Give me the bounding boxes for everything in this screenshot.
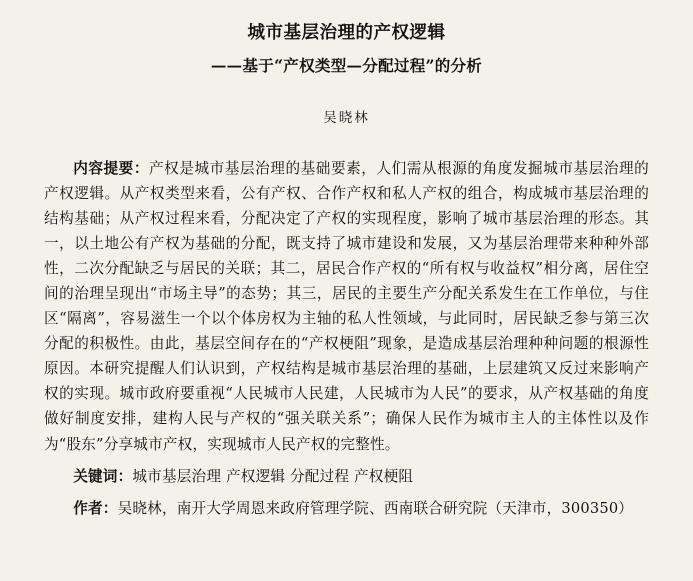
page-subtitle: ——基于“产权类型—分配过程”的分析	[210, 56, 483, 76]
affiliation-section	[44, 496, 649, 521]
abstract-text: 产权是城市基层治理的基础要素，人们需从根源的角度发掘城市基层治理的产权逻辑。从产权类型来看，公有产权、合作产权和私人产权的组合，构成城市基层治理的结构基础；从产权过程来看，分配决定了产权的实现程度，影响了城市基层治理的形态。其一，以土地公有产权为基础的分配，既支持了城市建设和发展，又为基层治理带来种种外部性，二次分配缺乏与居民的关联；其二，居民合作产权的“所有权与收益权”相分离，居住空间的治理呈现出“市场主导”的态势；其三，居民的主要生产分配关系发生在工作单位，与住区“隔离”，容易滋生一个以个体房权为主轴的私人性领域，与此同时，居民缺乏参与第三次分配的积极性。由此，基层空间存在的“产权梗阻”现象，是造成基层治理种种问题的根源性原因。本研究提醒人们认识到，产权结构是城市基层治理的基础，上层建筑又反过来影响产权的实现。城市政府要重视“人民城市人民建，人民城市为人民”的要求，从产权基础的角度做好制度安排，建构人民与产权的“强关联关系”；确保人民作为城市主人的主体性以及作为“股东”分享城市产权，实现城市人民产权的完整性。	[44, 159, 649, 453]
page-title: 城市基层治理的产权逻辑	[247, 23, 446, 43]
author-name: 吴晓林	[323, 109, 370, 126]
affiliation-label: 作者：	[73, 499, 118, 517]
keywords-label: 关键词：	[73, 467, 133, 485]
keywords-section	[44, 464, 649, 489]
keywords-text: 城市基层治理 产权逻辑 分配过程 产权梗阻	[132, 467, 414, 485]
affiliation-text: 吴晓林，南开大学周恩来政府管理学院、西南联合研究院（天津市，300350）	[117, 499, 634, 517]
abstract-label: 内容提要：	[73, 159, 149, 177]
abstract-section	[44, 156, 649, 457]
